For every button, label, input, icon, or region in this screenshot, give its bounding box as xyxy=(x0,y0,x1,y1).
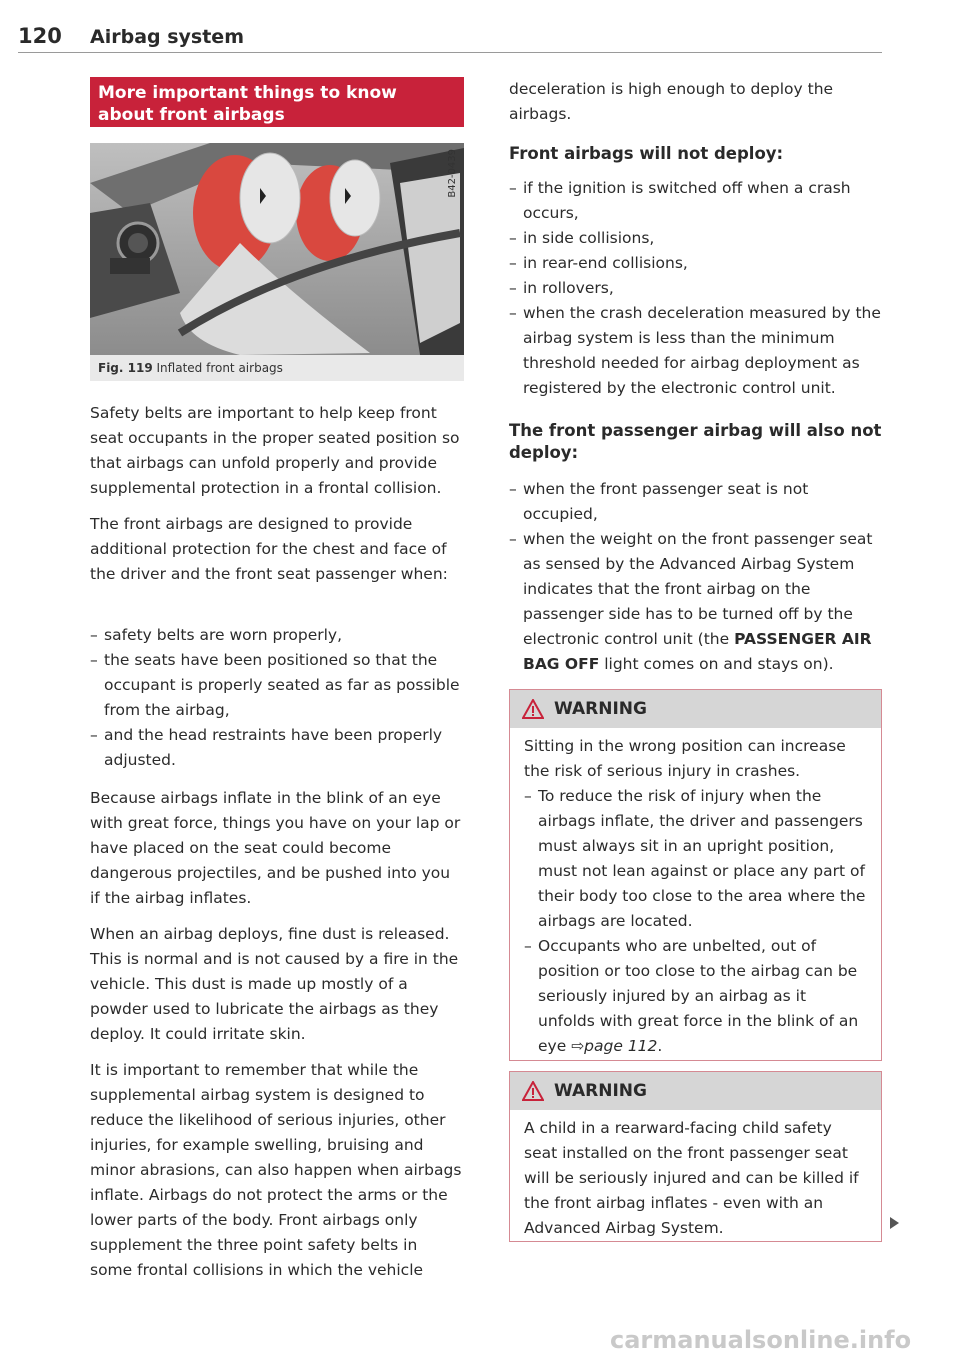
warning-header xyxy=(510,690,881,728)
list-item-text: . xyxy=(657,1037,663,1055)
list-item: – and the head restraints have been properly adjusted. xyxy=(90,723,464,773)
list-item: – To reduce the risk of injury when the airbags inflate, the driver and passengers must always sit in an upright position, must not lean against or place any part of their body too close to the area where the airbags are located. xyxy=(524,784,867,934)
list-item: – when the front passenger seat is not occupied, xyxy=(509,477,882,527)
warning-header xyxy=(510,1072,881,1110)
list-item: – in rear-end collisions, xyxy=(509,251,882,276)
list-item-text: when the weight on the front passenger seat as sensed by the Advanced Airbag System indicates that the front airbag on the passenger side has to be turned off by the electronic control unit (the xyxy=(523,530,873,648)
section-title: More important things to know about front airbags xyxy=(90,77,464,127)
subheading-not-deploy: Front airbags will not deploy: xyxy=(509,144,784,163)
paragraph-dust: When an airbag deploys, fine dust is released. This is normal and is not caused by a fire in the vehicle. This dust is made up mostly of a powder used to lubricate the airbags as they deploy. It could irritate skin. xyxy=(90,925,459,1043)
page-header xyxy=(18,22,882,53)
warning-triangle-icon xyxy=(522,1081,544,1101)
chapter-title: Airbag system xyxy=(90,26,244,48)
list-item: – safety belts are worn properly, xyxy=(90,623,464,648)
warning-box-sitting-position xyxy=(509,689,882,1061)
list-conditions xyxy=(90,623,464,773)
page-number: 120 xyxy=(18,24,62,48)
list-passenger-not-deploy xyxy=(509,477,882,677)
list-item xyxy=(524,934,867,1059)
paragraph-deceleration: deceleration is high enough to deploy the airbags. xyxy=(509,80,834,123)
warning-triangle-icon xyxy=(522,699,544,719)
list-item: – in side collisions, xyxy=(509,226,882,251)
list-item: – in rollovers, xyxy=(509,276,882,301)
paragraph-safety-belts: Safety belts are important to help keep front seat occupants in the proper seated position so that airbags can unfold properly and provide supplemental protection in a frontal collision. xyxy=(90,404,460,497)
indicator-light-name: PASSENGER AIR BAG OFF xyxy=(523,630,872,673)
warning-title: WARNING xyxy=(554,1081,647,1101)
list-item: – when the crash deceleration measured by the airbag system is less than the minimum threshold needed for airbag deployment as registered by the electronic control unit. xyxy=(509,301,882,401)
figure-code: B42-0439 xyxy=(447,149,458,198)
continue-arrow-icon xyxy=(890,1217,899,1229)
figure-inflated-airbags xyxy=(90,143,464,355)
watermark: carmanualsonline.info xyxy=(610,1326,912,1354)
list-not-deploy xyxy=(509,176,882,401)
warning-body xyxy=(510,728,881,1065)
warning-list xyxy=(524,784,867,1059)
paragraph-projectiles: Because airbags inflate in the blink of an eye with great force, things you have on your lap or have placed on the seat could become dangerous projectiles, and be pushed into you if the airbag inflates. xyxy=(90,789,461,907)
warning-box-child-seat xyxy=(509,1071,882,1242)
warning-body: A child in a rearward-facing child safety seat installed on the front passenger seat will be seriously injured and can be killed if the front airbag inflates - even with an Advanced Airbag System. xyxy=(524,1119,859,1237)
list-item-text: Occupants who are unbelted, out of position or too close to the airbag can be seriously injured by an airbag as it unfolds with great force in the blink of an eye xyxy=(538,937,859,1055)
paragraph-front-airbags: The front airbags are designed to provide additional protection for the chest and face of the driver and the front seat passenger when: xyxy=(90,515,448,583)
figure-caption xyxy=(90,355,464,381)
airbag-illustration xyxy=(90,143,464,355)
warning-intro: Sitting in the wrong position can increase the risk of serious injury in crashes. xyxy=(524,737,846,780)
list-item: – the seats have been positioned so that the occupant is properly seated as far as possible from the airbag, xyxy=(90,648,464,723)
paragraph-injuries: It is important to remember that while the supplemental airbag system is designed to reduce the likelihood of serious injuries, other injuries, for example swelling, bruising and minor abrasions, can also happen when airbags inflate. Airbags do not protect the arms or the lower parts of the body. Front airbags only supplement the three point safety belts in some frontal collisions in which the vehicle xyxy=(90,1061,462,1279)
list-item: – if the ignition is switched off when a crash occurs, xyxy=(509,176,882,226)
list-item xyxy=(509,527,882,677)
page-reference-link[interactable]: ⇨page 112 xyxy=(571,1037,658,1055)
warning-title: WARNING xyxy=(554,699,647,719)
list-item-text: light comes on and stays on). xyxy=(599,655,834,673)
subheading-passenger-not-deploy: The front passenger airbag will also not deploy: xyxy=(509,421,882,462)
figure-caption-text: Inflated front airbags xyxy=(156,361,283,375)
figure-label: Fig. 119 xyxy=(98,361,153,375)
